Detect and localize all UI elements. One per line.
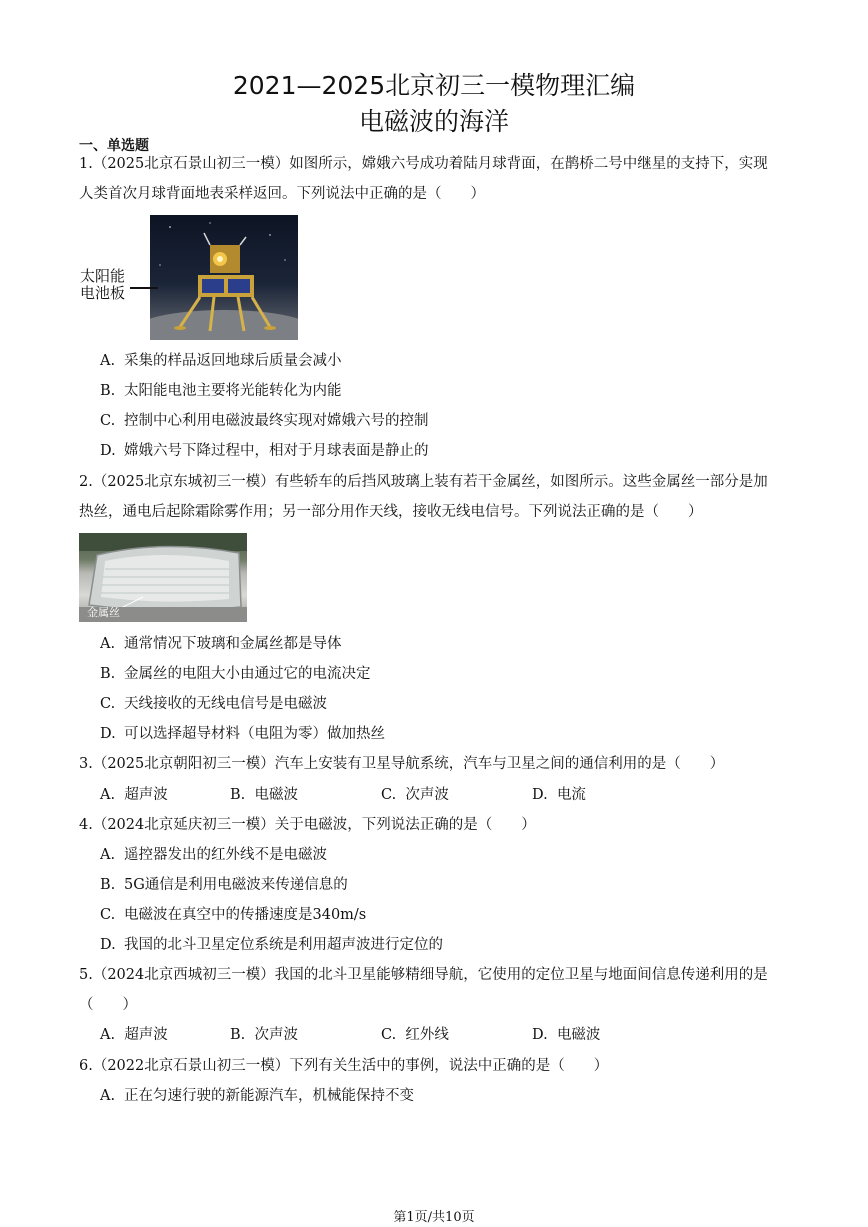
- question-4-option-d: D. 我国的北斗卫星定位系统是利用超声波进行定位的: [100, 937, 443, 953]
- document-title: 2021—2025北京初三一模物理汇编: [232, 71, 636, 100]
- question-4-option-b: B. 5G通信是利用电磁波来传递信息的: [100, 877, 348, 893]
- label-pointer-line: [130, 287, 158, 289]
- lander-illustration: [150, 215, 298, 340]
- solar-panel-label-line-2: 电池板: [80, 284, 126, 302]
- question-5-stem-line-1: 5.（2024北京西城初三一模）我国的北斗卫星能够精细导航，它使用的定位卫星与地面间信息传递利用的是: [79, 967, 768, 983]
- question-2-stem-line-1: 2.（2025北京东城初三一模）有些轿车的后挡风玻璃上装有若干金属丝，如图所示。这些金属丝一部分是加: [79, 474, 768, 490]
- question-5-option-b: B. 次声波: [230, 1027, 298, 1043]
- page-number: 第1页/共10页: [393, 1210, 475, 1225]
- car-window-photo: [79, 533, 247, 622]
- question-3-option-c: C. 次声波: [381, 787, 449, 803]
- question-2-option-a: A. 通常情况下玻璃和金属丝都是导体: [100, 636, 342, 652]
- question-2-option-c: C. 天线接收的无线电信号是电磁波: [100, 696, 327, 712]
- question-4-stem: 4.（2024北京延庆初三一模）关于电磁波，下列说法正确的是（ ）: [79, 817, 536, 833]
- question-3-option-a: A. 超声波: [100, 787, 168, 803]
- question-5-option-d: D. 电磁波: [532, 1027, 601, 1043]
- question-1-option-d: D. 嫦娥六号下降过程中，相对于月球表面是静止的: [100, 443, 429, 459]
- lander-photo: [150, 215, 298, 340]
- metal-wire-label: 金属丝: [87, 606, 120, 619]
- question-4-option-c: C. 电磁波在真空中的传播速度是340m/s: [100, 907, 367, 923]
- question-3-option-b: B. 电磁波: [230, 787, 298, 803]
- question-2-stem-line-2: 热丝，通电后起除霜除雾作用；另一部分用作天线，接收无线电信号。下列说法正确的是（ ）: [79, 504, 703, 520]
- question-2-option-d: D. 可以选择超导材料（电阻为零）做加热丝: [100, 726, 385, 742]
- question-1-option-b: B. 太阳能电池主要将光能转化为内能: [100, 383, 342, 399]
- question-2-option-b: B. 金属丝的电阻大小由通过它的电流决定: [100, 666, 371, 682]
- question-1-option-a: A. 采集的样品返回地球后质量会减小: [100, 353, 342, 369]
- question-5-stem-line-2: （ ）: [79, 997, 137, 1013]
- question-6-stem: 6.（2022北京石景山初三一模）下列有关生活中的事例，说法中正确的是（ ）: [79, 1058, 609, 1074]
- solar-panel-label: [80, 268, 125, 302]
- question-3-option-d: D. 电流: [532, 787, 586, 803]
- question-1-stem-line-1: 1.（2025北京石景山初三一模）如图所示，嫦娥六号成功着陆月球背面，在鹊桥二号中继星的支持下，实现: [79, 156, 768, 172]
- question-1-stem-line-2: 人类首次月球背面地表采样返回。下列说法中正确的是（ ）: [79, 186, 485, 202]
- question-1-option-c: C. 控制中心利用电磁波最终实现对嫦娥六号的控制: [100, 413, 429, 429]
- question-5-option-c: C. 红外线: [381, 1027, 449, 1043]
- solar-panel-label-line-1: 太阳能: [80, 267, 126, 285]
- question-4-option-a: A. 遥控器发出的红外线不是电磁波: [100, 847, 327, 863]
- section-heading: 一、单选题: [79, 138, 149, 154]
- question-6-option-a: A. 正在匀速行驶的新能源汽车，机械能保持不变: [100, 1088, 414, 1104]
- question-5-option-a: A. 超声波: [100, 1027, 168, 1043]
- document-subtitle: 电磁波的海洋: [358, 107, 509, 136]
- question-3-stem: 3.（2025北京朝阳初三一模）汽车上安装有卫星导航系统，汽车与卫星之间的通信利用的是（ ）: [79, 756, 725, 772]
